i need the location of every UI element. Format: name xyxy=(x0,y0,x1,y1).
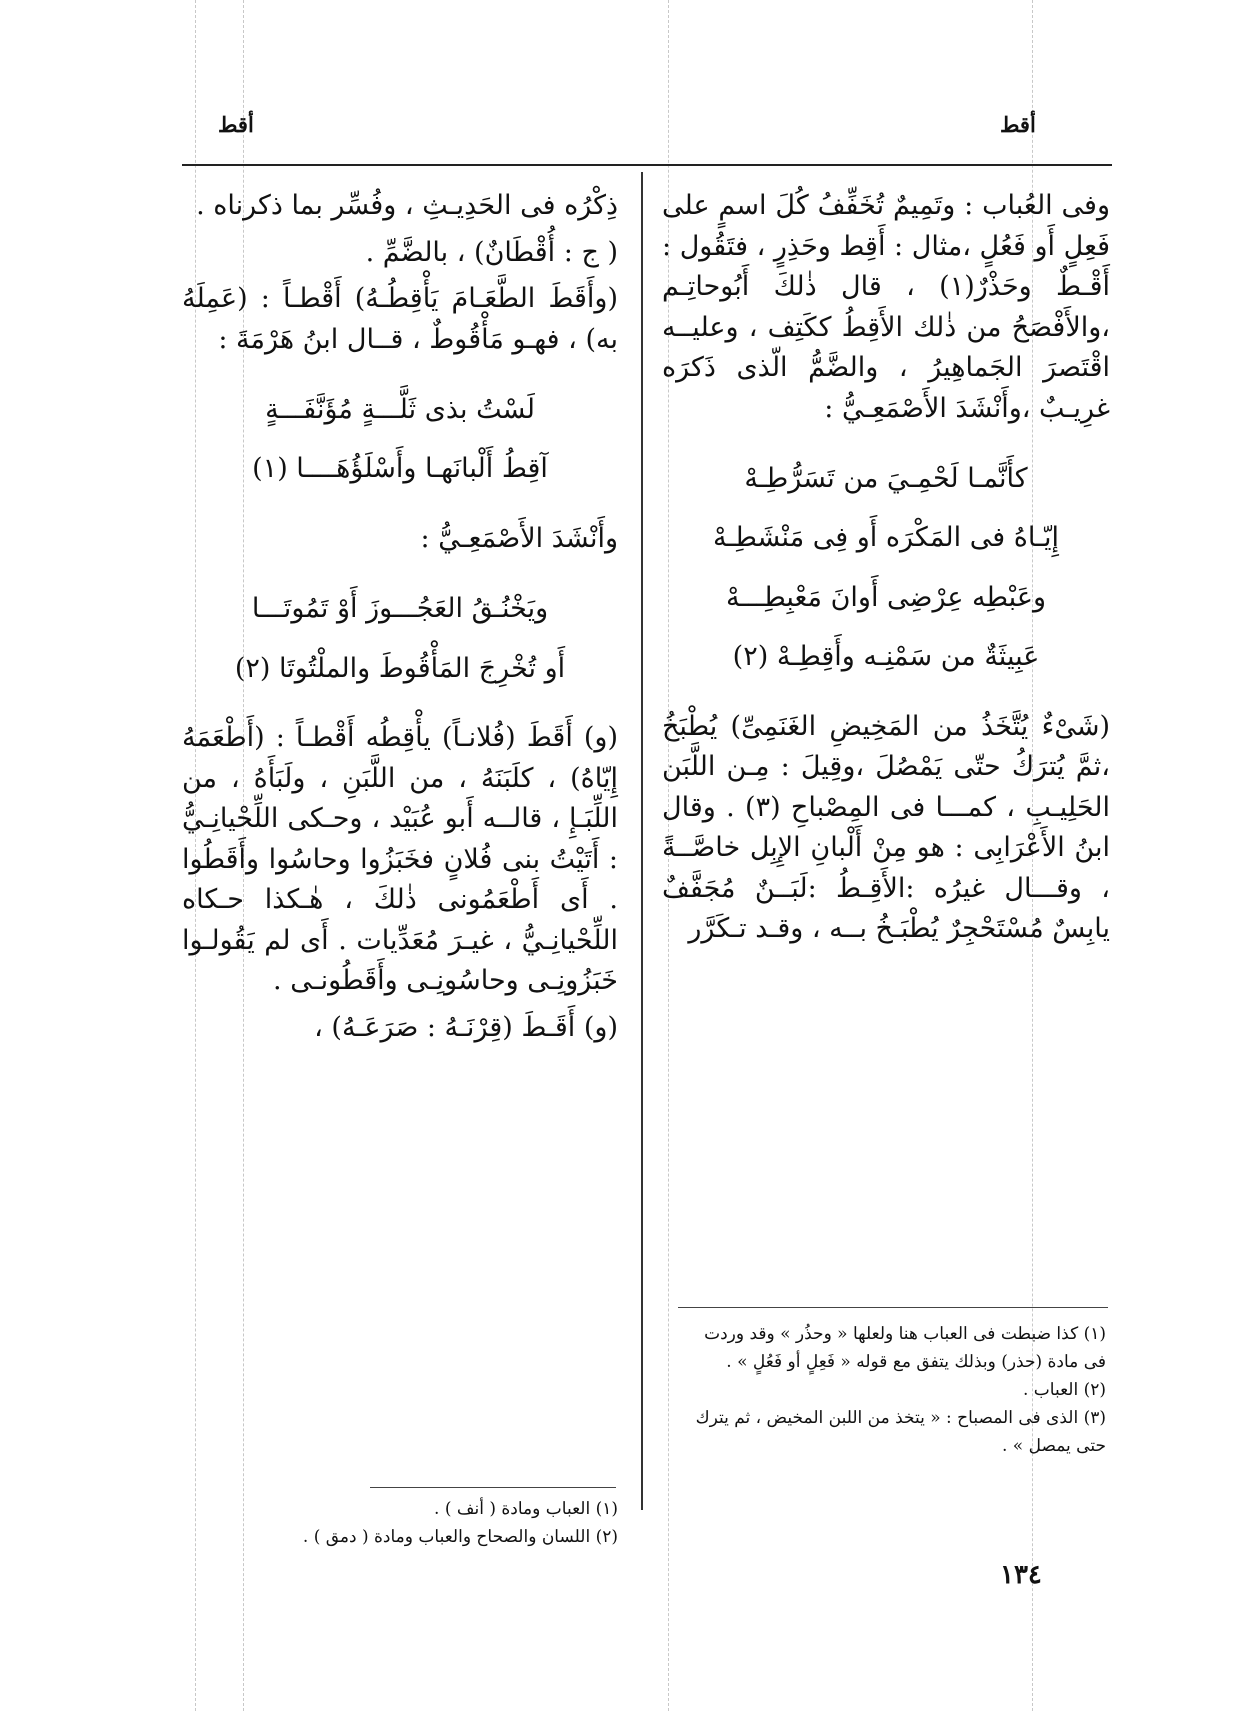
paragraph: ذِكْرُه فى الحَدِيـثِ ، وفُسِّر بما ذكرناه . xyxy=(196,190,618,221)
verse-line: ويَخْنُـقُ العَجُـــوزَ أَوْ تَمُوتَـــا xyxy=(251,593,549,625)
paragraph: (وأَقَطَ الطَّعَـامَ يَأْقِطُـهُ) أَقْطـاً : (عَمِلَهُ به) ، فهـو مَأْقُوطٌ ، قــال ابنُ هَرْمَةَ : xyxy=(182,283,618,355)
verse-line: آقِطُ أَلْبانَهـا وأَسْلَؤُهَــــا (١) xyxy=(252,453,548,485)
running-head-right: أقط xyxy=(1000,112,1036,137)
footnote: (٣) الذى فى المصباح : « يتخذ من اللبن المخيض ، ثم يترك حتى يمصل » . xyxy=(695,1408,1106,1457)
verse-line: عَبِيثَةٌ من سَمْنِـه وأَقِطِـهْ (٢) xyxy=(732,641,1040,673)
verse-line: وعَبْطِه عِرْضِى أَوانَ مَعْبِطِـــهْ xyxy=(726,581,1046,613)
paragraph: (و) أَقَطَ (فُلانـاً) يأْقِطُه أَقْطـاً : (أَطْعَمَهُ إِيّاهُ) ، كلَبَنَهُ ، من اللَّبَنِ ، ولَبَأَهُ ، من اللِّبَـإِ ، قالــه أَبو عُبَيْد ، وحـكى اللِّحْيانِـيُّ : أَتَيْتُ بنى فُلانٍ فخَبَزُوا وحاسُوا وأَقَطُوا . أَى أَطْعَمُونى ذٰلكَ ، هٰـكذا حـكاه اللِّحْيانِـيُّ ، غيـرَ مُعَدِّيات . أَى لم يَقُولـوا خَبَزُونِـى وحاسُونِـى وأَقَطُونـى . xyxy=(182,722,618,997)
header-rule xyxy=(182,164,1112,166)
paragraph: وفى العُباب : وتَمِيمٌ تُخَفِّفُ كُلَ اسمٍ على فَعِلٍ أَو فَعُلٍ ،مثال : أَقِط وحَذِرٍ ، فتَقُول : أَقْـطٌ وحَذْرٌ(١) ، قال ذٰلكَ أَبُوحاتِـم ،والأَفْصَحُ من ذٰلك الأَقِطُ ككَتِف ، وعليــه اقْتَصرَ الجَماهِيرُ ، والضَّمُّ الّذى ذَكرَه غرِيـبٌ ،وأَنْشَدَ الأَصْمَعِـيُّ : xyxy=(662,190,1110,424)
footnote-rule xyxy=(678,1307,1108,1308)
footnote: (١) العباب ومادة ( أنف ) . xyxy=(434,1499,618,1519)
verse-line: لَسْتُ بذى ثَلَّـــةٍ مُؤَنَّفَـــةٍ xyxy=(265,394,535,425)
paragraph: وأَنْشَدَ الأَصْمَعِـيُّ : xyxy=(420,522,618,554)
verse-block xyxy=(662,449,1110,687)
verse-line: كأَنَّمـا لَحْمِـيَ من تَسَرُّطِـهْ xyxy=(744,463,1028,494)
paragraph: ( ج : أُقْطَانٌ) ، بالضَّمِّ . xyxy=(365,236,618,268)
verse-line: أَو تُخْرِجَ المَأْقُوطَ والملْتُوتَا (٢) xyxy=(234,652,566,684)
running-head-left: أقط xyxy=(218,112,254,137)
footnote-rule xyxy=(370,1487,616,1488)
left-column xyxy=(182,186,618,1054)
verse-line: إِيّـاهُ فى المَكْرَه أَو فِى مَنْشَطِـهْ xyxy=(712,522,1060,554)
right-column xyxy=(662,186,1110,956)
verse-block xyxy=(182,579,618,698)
verse-block xyxy=(182,380,618,499)
footnote: (٢) العباب . xyxy=(1022,1380,1106,1401)
page-number: ١٣٤ xyxy=(1000,1560,1042,1590)
footnotes-right xyxy=(680,1320,1106,1460)
footnote: (٢) اللسان والصحاح والعباب ومادة ( دمق ) . xyxy=(302,1527,618,1548)
column-divider xyxy=(641,172,643,1510)
paragraph: (و) أَقَـطَ (قِرْنَـهُ : صَرَعَـهُ) ، xyxy=(314,1011,618,1043)
footnotes-left xyxy=(300,1495,618,1551)
paragraph: (شَىْءٌ يُتَّخَذُ من المَخِيضِ الغَنَمِىِّ) يُطْبَخُ ،ثمَّ يُترَكُ حتّى يَمْصُلَ ،وقِيلَ : مِـن اللَّبَن الحَلِيـبِ ، كمـــا فى المِصْباحِ (٣) . وقال ابنُ الأَعْرَابِى : هو مِنْ أَلْبانِ الإِبِل خاصَّــةً ، وقـــال غيرُه :الأَقِـطُ :لَبَــنٌ مُجَفَّفٌ يابِسٌ مُسْتَحْجِرٌ يُطْبَـخُ بــه ، وقـد تـكَرَّر xyxy=(662,710,1110,945)
footnote: (١) كذا ضبطت فى العباب هنا ولعلها « وحذُر » وقد وردت فى مادة (حذر) وبذلك يتفق مع قوله « فَعِلٍ أو فَعُلٍ » . xyxy=(704,1324,1106,1373)
